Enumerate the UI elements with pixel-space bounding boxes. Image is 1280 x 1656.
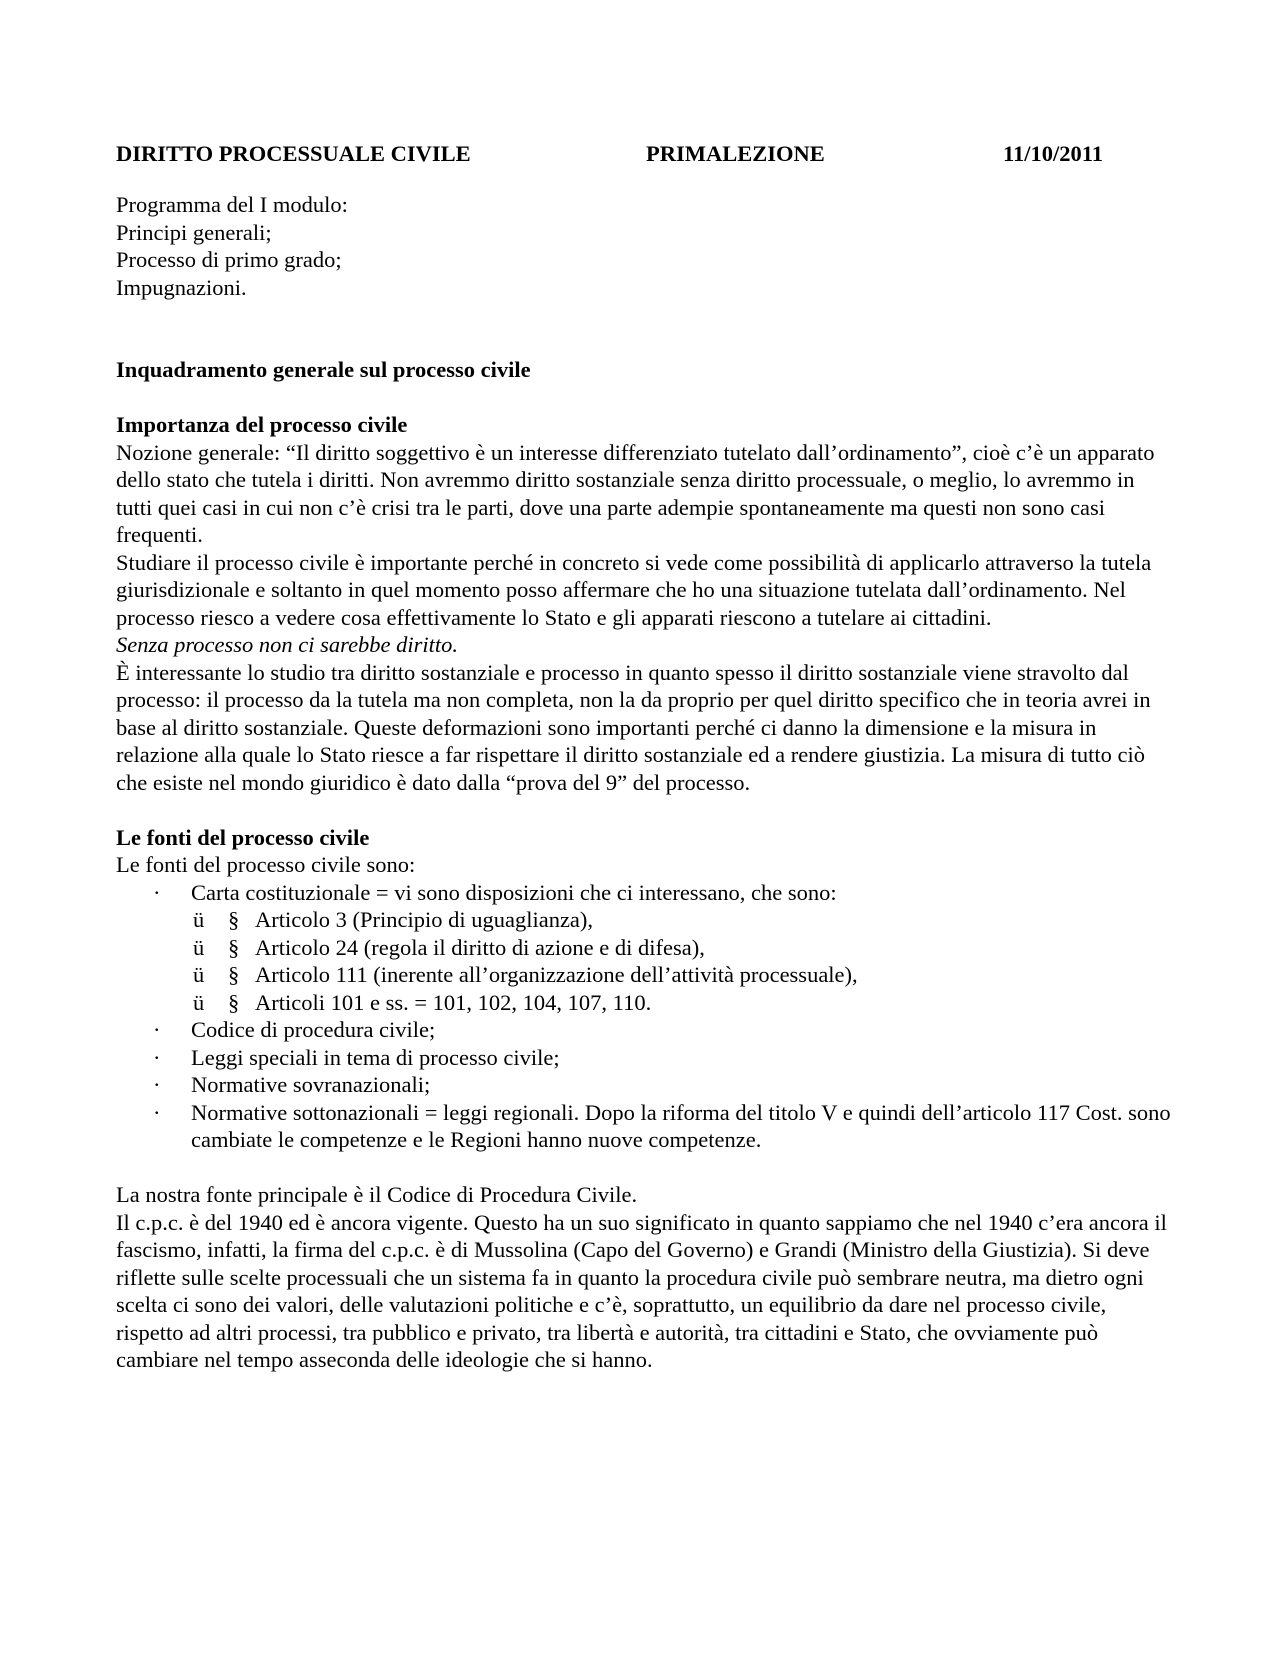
list-item-text: Carta costituzionale = vi sono disposizioni che ci interessano, che sono: [191, 879, 837, 905]
list-item-text: Leggi speciali in tema di processo civile; [191, 1044, 560, 1070]
section-sign-icon: § [228, 934, 240, 960]
list-item-text: Normative sottonazionali = leggi regionali. Dopo la riforma del titolo V e quindi dell’articolo 117 Cost. sono cambiate le competenze e le Regioni hanno nuove competenze. [191, 1099, 1171, 1152]
bullet-icon: · [153, 1072, 161, 1097]
sublist-item [191, 989, 1176, 1017]
bullet-icon: · [153, 1044, 161, 1070]
checkmark-icon: ü [193, 962, 205, 987]
list-item [116, 1099, 1176, 1154]
program-line: Principi generali; [116, 219, 272, 245]
sources-list [116, 879, 1176, 1154]
checkmark-icon: ü [193, 989, 205, 1015]
course-title: DIRITTO PROCESSUALE CIVILE [116, 141, 471, 166]
section-heading-inquadramento: Inquadramento generale sul processo civile [116, 357, 531, 382]
lecture-title: PRIMALEZIONE [646, 141, 825, 166]
section-heading-importanza: Importanza del processo civile [116, 412, 408, 437]
section-sign-icon: § [228, 989, 240, 1015]
paragraph: È interessante lo studio tra diritto sostanziale e processo in quanto spesso il diritto sostanziale viene stravolto dal processo: il processo da la tutela ma non completa, non la da proprio per quel diritto specifico che in teoria avrei in base al diritto sostanziale. Queste deformazioni sono importanti perché ci danno la dimensione e la misura in relazione alla quale lo Stato riesce a far rispettare il diritto sostanziale ed a rendere giustizia. La misura di tutto ciò che esiste nel mondo giuridico è dato dalla “prova del 9” del processo. [116, 659, 1151, 795]
list-item [116, 1071, 1176, 1099]
checkmark-icon: ü [193, 934, 205, 960]
paragraph: Il c.p.c. è del 1940 ed è ancora vigente. Questo ha un suo significato in quanto sappiamo che nel 1940 c’era ancora il fascismo, infatti, la firma del c.p.c. è di Mussolina (Capo del Governo) e Grandi (Ministro della Giustizia). Si deve riflette sulle scelte processuali che un sistema fa in quanto la procedura civile può sembrare neutra, ma dietro ogni scelta ci sono dei valori, delle valutazioni politiche e c’è, soprattutto, un equilibrio da dare nel processo civile, rispetto ad altri processi, tra pubblico e privato, tra libertà e autorità, tra cittadini e Stato, che ovviamente può cambiare nel tempo asseconda delle ideologie che si hanno. [116, 1209, 1167, 1372]
document-page [116, 140, 1176, 1374]
list-item [116, 879, 1176, 1017]
paragraph: La nostra fonte principale è il Codice di Procedura Civile. [116, 1182, 638, 1207]
list-item-text: Normative sovranazionali; [191, 1072, 431, 1097]
program-line: Processo di primo grado; [116, 247, 342, 272]
articles-sublist [191, 906, 1176, 1016]
section-sign-icon: § [228, 907, 240, 932]
bullet-icon: · [153, 1017, 161, 1042]
bullet-icon: · [153, 1099, 161, 1125]
italic-statement: Senza processo non ci sarebbe diritto. [116, 632, 459, 657]
section-heading-fonti: Le fonti del processo civile [116, 824, 370, 850]
sublist-item-text: Articolo 111 (inerente all’organizzazione dell’attività processuale), [255, 962, 858, 987]
lecture-date: 11/10/2011 [1003, 141, 1104, 166]
sublist-item-text: Articoli 101 e ss. = 101, 102, 104, 107, 110. [255, 989, 652, 1015]
paragraph: Nozione generale: “Il diritto soggettivo è un interesse differenziato tutelato dall’ordinamento”, cioè c’è un apparato dello stato che tutela i diritti. Non avremmo diritto sostanziale senza diritto processuale, o meglio, lo avremmo in tutti quei casi in cui non c’è crisi tra le parti, dove una parte adempie spontaneamente ma questi non sono casi frequenti. [116, 439, 1155, 547]
document-header [116, 140, 1176, 170]
sublist-item [191, 961, 1176, 989]
bullet-icon: · [153, 879, 161, 905]
program-line: Programma del I modulo: [116, 192, 348, 217]
sublist-item [191, 906, 1176, 934]
program-line: Impugnazioni. [116, 274, 247, 300]
checkmark-icon: ü [193, 907, 205, 932]
list-item-text: Codice di procedura civile; [191, 1017, 436, 1042]
sublist-item-text: Articolo 24 (regola il diritto di azione e di difesa), [255, 934, 705, 960]
paragraph: Studiare il processo civile è importante perché in concreto si vede come possibilità di applicarlo attraverso la tutela giurisdizionale e soltanto in quel momento posso affermare che ho una situazione tutelata dall’ordinamento. Nel processo riesco a vedere cosa effettivamente lo Stato e gli apparati riescono a tutelare ai cittadini. [116, 549, 1152, 630]
sublist-item [191, 934, 1176, 962]
program-block [116, 191, 1176, 301]
section-sign-icon: § [228, 962, 240, 987]
list-intro: Le fonti del processo civile sono: [116, 852, 416, 877]
list-item [116, 1016, 1176, 1044]
sublist-item-text: Articolo 3 (Principio di uguaglianza), [255, 907, 594, 932]
list-item [116, 1044, 1176, 1072]
